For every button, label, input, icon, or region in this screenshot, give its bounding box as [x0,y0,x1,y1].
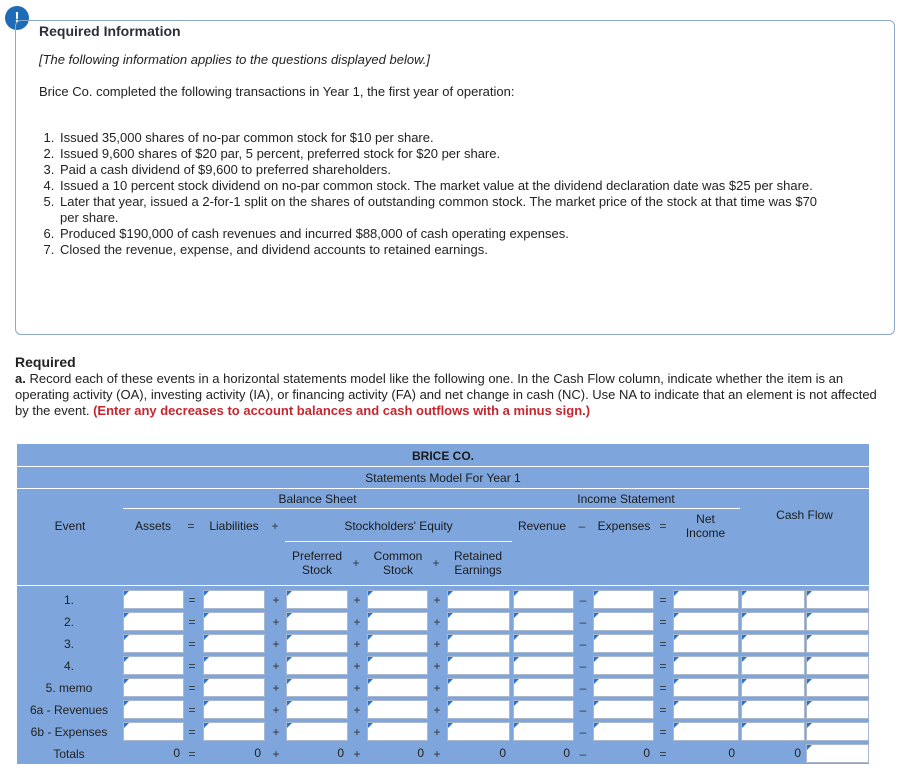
expenses-input[interactable] [593,722,654,741]
cash-flow-amount-input[interactable] [741,656,805,675]
revenue-input[interactable] [513,590,574,609]
common-input[interactable] [367,656,428,675]
info-title: Required Information [39,23,181,39]
event-row-label: 3. [63,637,74,651]
event-row-label: 6a - Revenues [29,703,109,717]
revenue-input[interactable] [513,612,574,631]
plus-sign: + [272,615,280,629]
list-item: 5. Later that year, issued a 2-for-1 split on the shares of outstanding common stock. The market price of the stock at that time was $70 per share. [58,194,828,226]
equals-sign: = [188,703,196,717]
event-row-label: 2. [63,615,74,629]
total-retained: 0 [499,746,506,760]
preferred-input[interactable] [286,612,348,631]
minus-sign: – [578,519,586,533]
plus-sign: + [272,659,280,673]
cash-flow-type-input[interactable] [806,634,869,653]
net-income-input[interactable] [673,700,739,719]
balance-sheet-header: Balance Sheet [278,492,357,506]
revenue-input[interactable] [513,722,574,741]
cash-flow-amount-input[interactable] [741,612,805,631]
equals-sign: = [188,637,196,651]
assets-input[interactable] [123,700,184,719]
minus-sign: – [579,681,587,695]
preferred-input[interactable] [286,722,348,741]
revenue-input[interactable] [513,656,574,675]
total-liabilities: 0 [254,746,261,760]
assets-input[interactable] [123,722,184,741]
plus-sign: + [433,615,441,629]
total-preferred: 0 [337,746,344,760]
liabilities-input[interactable] [203,634,265,653]
retained-earnings-header: Retained Earnings [453,549,503,577]
minus-sign: – [579,615,587,629]
plus-sign: + [272,637,280,651]
assets-input[interactable] [123,656,184,675]
assets-header: Assets [134,519,171,533]
plus-sign: + [353,637,361,651]
event-row-label: 6b - Expenses [30,725,108,739]
expenses-input[interactable] [593,612,654,631]
plus-sign: + [271,519,279,533]
equals-sign: = [659,519,667,533]
preferred-input[interactable] [286,678,348,697]
liabilities-header: Liabilities [209,519,259,533]
plus-sign: + [352,556,360,570]
minus-sign: – [579,725,587,739]
net-income-input[interactable] [673,722,739,741]
list-item: 2. Issued 9,600 shares of $20 par, 5 percent, preferred stock for $20 per share. [58,146,828,162]
common-input[interactable] [367,634,428,653]
total-expenses: 0 [643,746,650,760]
plus-sign: + [353,593,361,607]
cash-flow-type-input[interactable] [806,722,869,741]
plus-sign: + [433,637,441,651]
statements-model-table [17,444,869,764]
plus-sign: + [433,593,441,607]
liabilities-input[interactable] [203,700,265,719]
equals-sign: = [659,681,667,695]
expenses-input[interactable] [593,678,654,697]
net-income-input[interactable] [673,634,739,653]
retained-input[interactable] [447,612,510,631]
assets-input[interactable] [123,678,184,697]
event-row-label: 1. [63,593,74,607]
equals-sign: = [659,747,667,761]
cash-flow-type-input[interactable] [806,612,869,631]
event-header: Event [54,519,86,533]
revenue-input[interactable] [513,700,574,719]
preferred-input[interactable] [286,590,348,609]
equals-sign: = [659,725,667,739]
total-assets: 0 [173,746,180,760]
total-net-income: 0 [728,746,735,760]
plus-sign: + [433,747,441,761]
plus-sign: + [433,681,441,695]
common-stock-header: Common Stock [373,549,423,577]
liabilities-input[interactable] [203,722,265,741]
cash-flow-type-input[interactable] [806,700,869,719]
plus-sign: + [432,556,440,570]
plus-sign: + [272,681,280,695]
expenses-input[interactable] [593,700,654,719]
plus-sign: + [353,725,361,739]
cash-flow-amount-input[interactable] [741,590,805,609]
common-input[interactable] [367,700,428,719]
required-title: Required [15,354,76,370]
plus-sign: + [433,659,441,673]
income-statement-header: Income Statement [577,492,675,506]
plus-sign: + [433,703,441,717]
net-income-input[interactable] [673,612,739,631]
list-item: 7. Closed the revenue, expense, and dividend accounts to retained earnings. [58,242,828,258]
equals-sign: = [659,637,667,651]
cash-flow-amount-input[interactable] [741,700,805,719]
plus-sign: + [353,681,361,695]
net-income-input[interactable] [673,656,739,675]
cash-flow-type-input[interactable] [806,590,869,609]
plus-sign: + [272,747,280,761]
minus-sign: – [579,593,587,607]
cash-flow-amount-input[interactable] [741,722,805,741]
liabilities-input[interactable] [203,612,265,631]
equals-sign: = [188,615,196,629]
minus-sign: – [579,637,587,651]
plus-sign: + [272,703,280,717]
cash-flow-type-input[interactable] [806,678,869,697]
info-intro: Brice Co. completed the following transactions in Year 1, the first year of operation: [39,84,515,99]
minus-sign: – [579,659,587,673]
net-income-header: Net Income [685,512,726,540]
total-cash-flow-type-input[interactable] [806,744,869,763]
plus-sign: + [433,725,441,739]
common-input[interactable] [367,722,428,741]
retained-input[interactable] [447,590,510,609]
equals-sign: = [659,659,667,673]
totals-row-label: Totals [53,747,85,761]
total-cash-flow-amount: 0 [794,746,801,760]
model-title: Statements Model For Year 1 [365,471,521,485]
liabilities-input[interactable] [203,590,265,609]
equals-sign: = [659,615,667,629]
list-item: 1. Issued 35,000 shares of no-par common stock for $10 per share. [58,130,828,146]
plus-sign: + [272,593,280,607]
event-row-label: 4. [63,659,74,673]
minus-sign: – [579,747,587,761]
cash-flow-amount-input[interactable] [741,678,805,697]
expenses-input[interactable] [593,634,654,653]
expenses-input[interactable] [593,656,654,675]
revenue-header: Revenue [517,519,567,533]
preferred-input[interactable] [286,634,348,653]
required-emphasis: (Enter any decreases to account balances and cash outflows with a minus sign.) [93,403,591,418]
plus-sign: + [353,747,361,761]
plus-sign: + [353,703,361,717]
info-subtitle: [The following information applies to the questions displayed below.] [39,52,430,67]
retained-input[interactable] [447,722,510,741]
revenue-input[interactable] [513,678,574,697]
plus-sign: + [353,615,361,629]
cash-flow-header: Cash Flow [776,508,833,522]
minus-sign: – [579,703,587,717]
part-label: a. [15,371,26,386]
company-name: BRICE CO. [411,449,474,463]
retained-input[interactable] [447,700,510,719]
assets-input[interactable] [123,612,184,631]
cash-flow-amount-input[interactable] [741,634,805,653]
equals-sign: = [659,703,667,717]
common-input[interactable] [367,590,428,609]
assets-input[interactable] [123,634,184,653]
net-income-input[interactable] [673,590,739,609]
retained-input[interactable] [447,656,510,675]
revenue-input[interactable] [513,634,574,653]
preferred-stock-header: Preferred Stock [291,549,343,577]
expenses-header: Expenses [597,519,651,533]
equals-sign: = [187,519,195,533]
required-text: Record each of these events in a horizontal statements model like the following one. In the Cash Flow column, indicate whether the item is an operating activity (OA), investing activity (IA), or financing activity (FA) and net change in cash (NC). Use NA to indicate that an element is not affected by the event. [15,371,877,418]
equals-sign: = [659,593,667,607]
list-item: 6. Produced $190,000 of cash revenues and incurred $88,000 of cash operating expenses. [58,226,828,242]
assets-input[interactable] [123,590,184,609]
liabilities-input[interactable] [203,678,265,697]
plus-sign: + [272,725,280,739]
alert-icon: ! [5,6,29,30]
equals-sign: = [188,593,196,607]
preferred-input[interactable] [286,700,348,719]
retained-input[interactable] [447,634,510,653]
cash-flow-type-input[interactable] [806,656,869,675]
stockholders-equity-header: Stockholders' Equity [344,519,453,533]
liabilities-input[interactable] [203,656,265,675]
event-row-label: 5. memo [45,681,93,695]
transaction-list [38,130,828,258]
list-item: 4. Issued a 10 percent stock dividend on no-par common stock. The market value at the dividend declaration date was $25 per share. [58,178,828,194]
total-revenue: 0 [563,746,570,760]
list-item: 3. Paid a cash dividend of $9,600 to preferred shareholders. [58,162,828,178]
expenses-input[interactable] [593,590,654,609]
equals-sign: = [188,747,196,761]
retained-input[interactable] [447,678,510,697]
equals-sign: = [188,659,196,673]
plus-sign: + [353,659,361,673]
net-income-input[interactable] [673,678,739,697]
common-input[interactable] [367,612,428,631]
common-input[interactable] [367,678,428,697]
equals-sign: = [188,681,196,695]
equals-sign: = [188,725,196,739]
preferred-input[interactable] [286,656,348,675]
total-common: 0 [417,746,424,760]
required-instructions [15,371,890,419]
